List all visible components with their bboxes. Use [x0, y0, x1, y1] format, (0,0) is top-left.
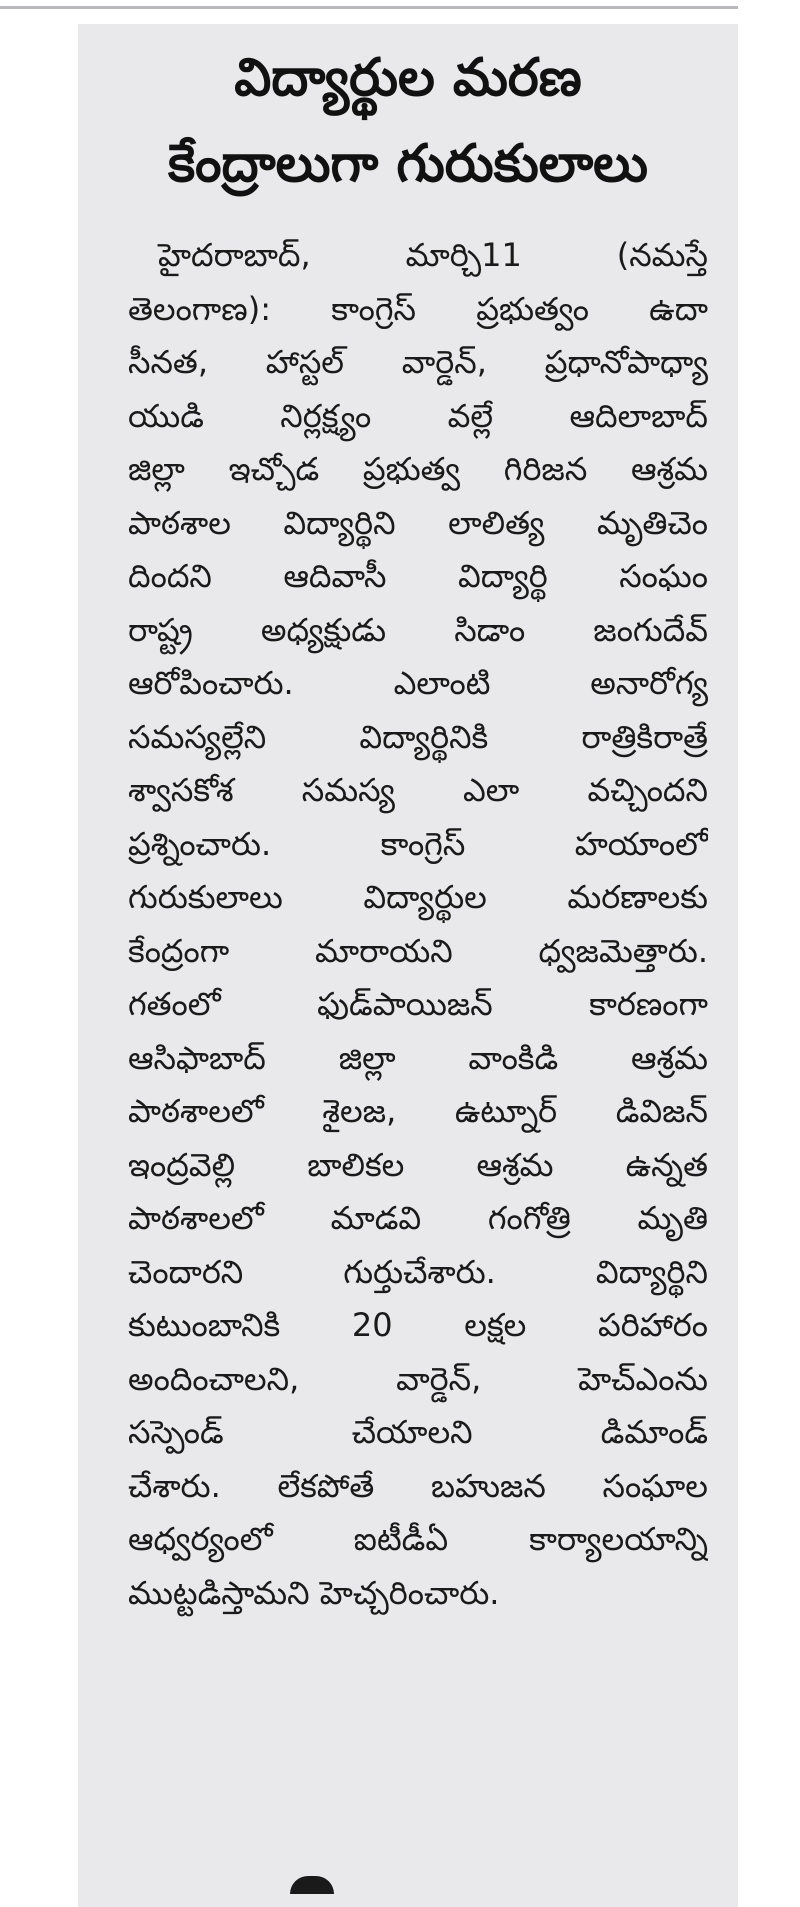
body-line: చెందారని గుర్తుచేశారు. విద్యార్థిని — [128, 1252, 708, 1291]
body-line: యుడి నిర్లక్ష్యం వల్లే ఆదిలాబాద్ — [128, 396, 708, 435]
body-line: సస్పెండ్ చేయాలని డిమాండ్ — [128, 1413, 708, 1451]
body-line: ప్రశ్నించారు. కాంగ్రెస్ హయాంలో — [128, 824, 708, 863]
body-line: పాఠశాల విద్యార్థిని లాలిత్య మృతిచెం — [128, 503, 708, 542]
body-line: గురుకులాలు విద్యార్థుల మరణాలకు — [128, 878, 708, 916]
body-line: రాష్ట్ర అధ్యక్షుడు సిడాం జంగుదేవ్ — [128, 610, 708, 649]
body-line: కుటుంబానికి 20 లక్షల పరిహారం — [128, 1306, 708, 1344]
headline-line-2: కేంద్రాలుగా గురుకులాలు — [167, 134, 649, 194]
body-line: సమస్యల్లేని విద్యార్థినికి రాత్రికిరాత్రే — [128, 717, 708, 756]
body-line: హైదరాబాద్, మార్చి11 (నమస్తే — [158, 236, 708, 274]
body-line: ముట్టడిస్తామని హెచ్చరించారు. — [128, 1573, 500, 1612]
body-line: శ్వాసకోశ సమస్య ఎలా వచ్చిందని — [128, 771, 708, 809]
body-line: ఆరోపించారు. ఎలాంటి అనారోగ్య — [128, 664, 708, 702]
newspaper-clipping — [78, 24, 738, 1907]
body-line: పాఠశాలలో మాడవి గంగోత్రి మృతి — [128, 1199, 708, 1237]
body-line: జిల్లా ఇచ్చోడ ప్రభుత్వ గిరిజన ఆశ్రమ — [128, 450, 708, 488]
body-line: కేంద్రంగా మారాయని ధ్వజమెత్తారు. — [128, 931, 708, 970]
body-line: అందించాలని, వార్డెన్, హెచ్‌ఎంను — [128, 1359, 708, 1398]
body-line: దిందని ఆదివాసీ విద్యార్థి సంఘం — [128, 557, 708, 595]
body-line: పాఠశాలలో శైలజ, ఉట్నూర్ డివిజన్ — [128, 1092, 708, 1130]
article-body — [128, 229, 708, 1620]
body-line: తెలంగాణ): కాంగ్రెస్ ప్రభుత్వం ఉదా — [128, 289, 708, 328]
headline-line-1: విద్యార్థుల మరణ — [234, 48, 582, 108]
top-divider — [0, 6, 738, 9]
body-line: చేశారు. లేకపోతే బహుజన సంఘాల — [128, 1466, 708, 1505]
body-line: గతంలో ఫుడ్‌పాయిజన్ కారణంగా — [128, 985, 708, 1023]
body-line: సీనత, హాస్టల్ వార్డెన్, ప్రధానోపాధ్యా — [128, 343, 708, 381]
body-line: ఇంద్రవెల్లి బాలికల ఆశ్రమ ఉన్నత — [128, 1145, 708, 1184]
body-line: ఆసిఫాబాద్ జిల్లా వాంకిడి ఆశ్రమ — [128, 1038, 708, 1077]
body-line: ఆధ్వర్యంలో ఐటీడీఏ కార్యాలయాన్ని — [128, 1520, 708, 1558]
